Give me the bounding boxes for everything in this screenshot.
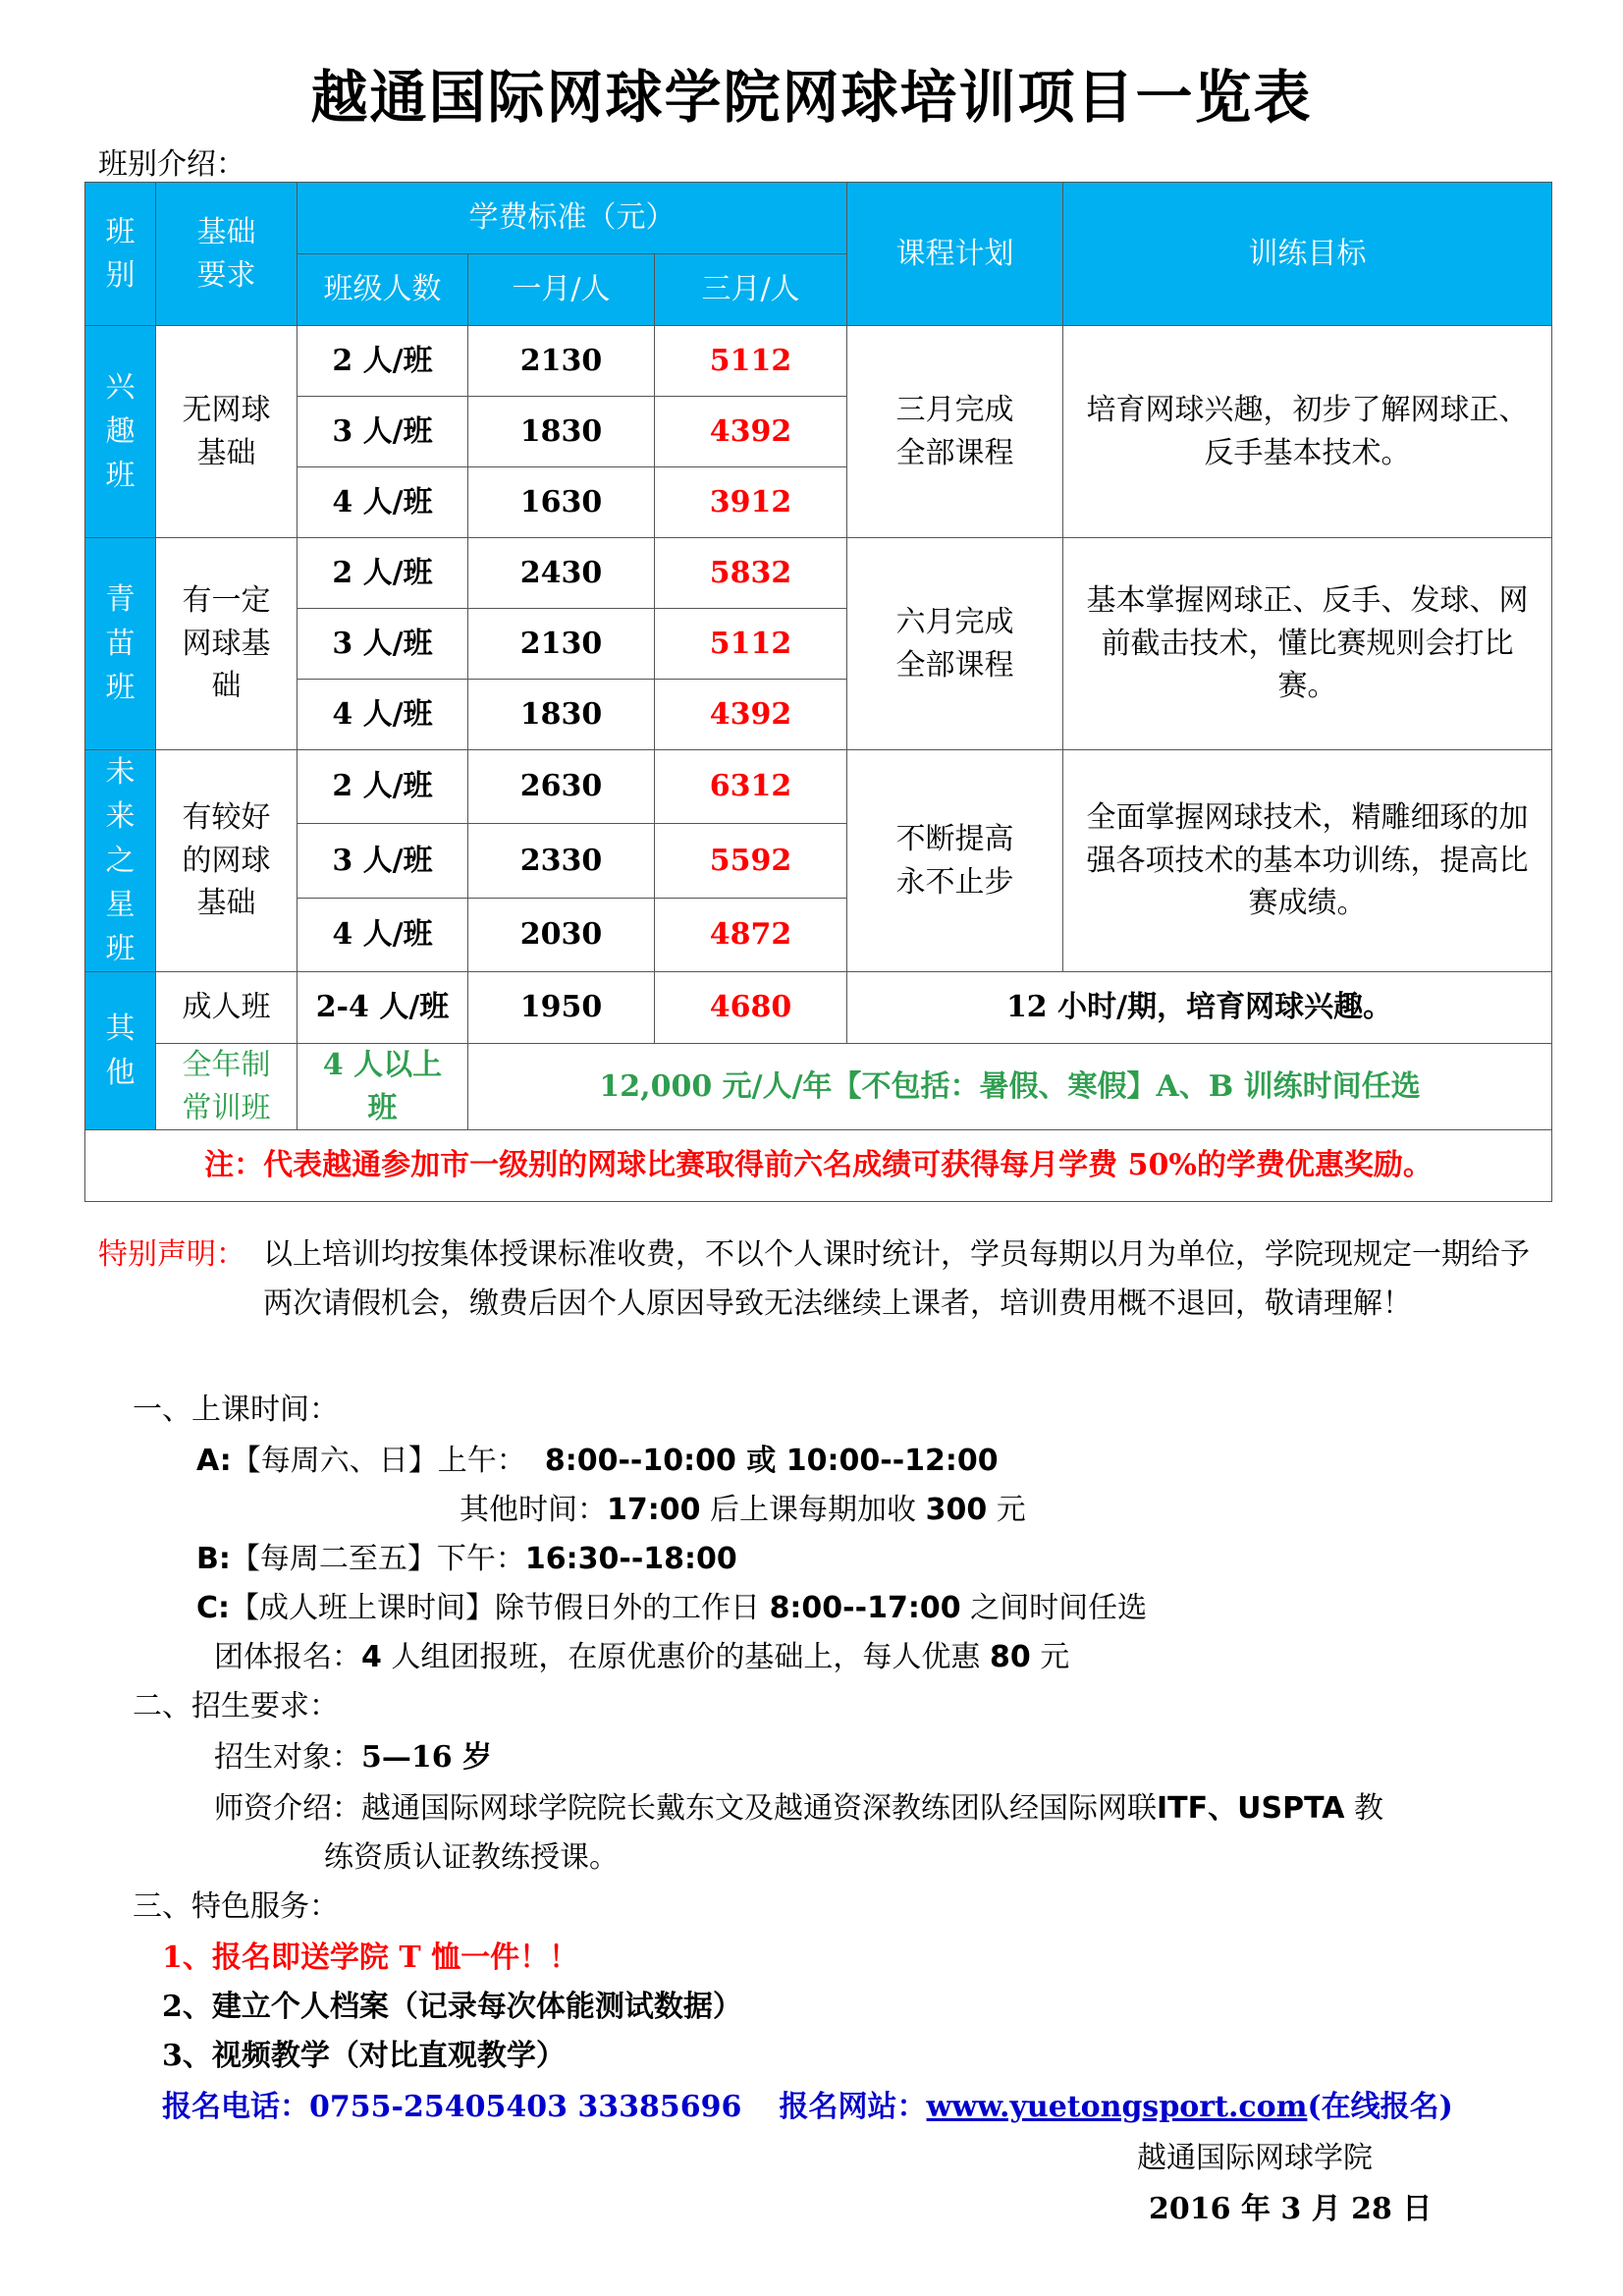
table-row	[85, 972, 1552, 1044]
fee-month1: 1830	[468, 680, 655, 750]
contact-site-suffix: (在线报名)	[1307, 2090, 1453, 2124]
fee-month1: 1950	[468, 972, 655, 1044]
class-name: 未 来 之 星 班	[85, 750, 156, 972]
class-size: 2 人/班	[298, 750, 468, 824]
contact-line	[162, 2082, 1453, 2125]
class-size: 4 人以上 班	[298, 1044, 468, 1130]
course-plan: 六月完成 全部课程	[847, 538, 1063, 750]
fee-month1: 2130	[468, 609, 655, 680]
fee-month3: 4872	[655, 898, 847, 971]
class-size: 4 人/班	[298, 898, 468, 971]
program-table	[84, 182, 1552, 1202]
fee-month1: 2630	[468, 750, 655, 824]
fee-month3: 4680	[655, 972, 847, 1044]
class-size: 2-4 人/班	[298, 972, 468, 1044]
fee-month3: 5112	[655, 326, 847, 397]
fee-month1: 2130	[468, 326, 655, 397]
table-row	[85, 750, 1552, 824]
table-note: 注：代表越通参加市一级别的网球比赛取得前六名成绩可获得每月学费 50%的学费优惠奖励。	[85, 1130, 1552, 1202]
class-size: 3 人/班	[298, 609, 468, 680]
enroll-heading: 二、招生要求：	[133, 1689, 339, 1723]
class-name: 青 苗 班	[85, 538, 156, 750]
page-title: 越通国际网球学院网球培训项目一览表	[310, 64, 1313, 131]
contact-site-label: 报名网站：	[779, 2090, 927, 2124]
section-subtitle: 班别介绍：	[98, 147, 245, 182]
class-size: 4 人/班	[298, 680, 468, 750]
service-item: 3、视频教学（对比直观教学）	[162, 2039, 566, 2073]
class-size: 2 人/班	[298, 326, 468, 397]
class-name: 其 他	[85, 972, 156, 1130]
header-size: 班级人数	[298, 254, 468, 326]
year-description: 12,000 元/人/年【不包括：暑假、寒假】A、B 训练时间任选	[468, 1044, 1552, 1130]
class-basis: 有较好 的网球 基础	[156, 750, 298, 972]
website-link[interactable]: www.yuetongsport.com	[926, 2090, 1308, 2124]
enroll-teacher-cont: 练资质认证教练授课。	[324, 1840, 619, 1875]
class-size: 4 人/班	[298, 467, 468, 538]
fee-month1: 1830	[468, 397, 655, 467]
training-goal: 培育网球兴趣，初步了解网球正、反手基本技术。	[1063, 326, 1552, 538]
schedule-group: 团体报名：4 人组团报班，在原优惠价的基础上，每人优惠 80 元	[214, 1640, 1070, 1674]
header-basis: 基础 要求	[156, 183, 298, 326]
training-goal: 基本掌握网球正、反手、发球、网前截击技术，懂比赛规则会打比赛。	[1063, 538, 1552, 750]
declaration-text: 以上培训均按集体授课标准收费，不以个人课时统计，学员每期以月为单位，学院现规定一期给予两次请假机会，缴费后因个人原因导致无法继续上课者，培训费用概不退回，敬请理解！	[263, 1237, 1530, 1321]
fee-month1: 2330	[468, 824, 655, 898]
header-class: 班 别	[85, 183, 156, 326]
fee-month3: 4392	[655, 680, 847, 750]
fee-month3: 3912	[655, 467, 847, 538]
header-goal: 训练目标	[1063, 183, 1552, 326]
schedule-a: A:【每周六、日】上午： 8:00--10:00 或 10:00--12:00	[196, 1444, 999, 1478]
training-goal: 全面掌握网球技术，精雕细琢的加强各项技术的基本功训练，提高比赛成绩。	[1063, 750, 1552, 972]
class-name: 兴 趣 班	[85, 326, 156, 538]
special-declaration	[98, 1230, 1542, 1329]
fee-month1: 2030	[468, 898, 655, 971]
course-plan: 三月完成 全部课程	[847, 326, 1063, 538]
schedule-heading: 一、上课时间：	[133, 1393, 339, 1427]
service-item: 1、报名即送学院 T 恤一件！！	[162, 1941, 579, 1975]
course-plan: 不断提高 永不止步	[847, 750, 1063, 972]
fee-month3: 5112	[655, 609, 847, 680]
adult-description: 12 小时/期，培育网球兴趣。	[847, 972, 1552, 1044]
schedule-other: 其他时间：17:00 后上课每期加收 300 元	[460, 1493, 1026, 1527]
class-basis: 无网球 基础	[156, 326, 298, 538]
schedule-c: C:【成人班上课时间】除节假日外的工作日 8:00--17:00 之间时间任选	[196, 1591, 1148, 1625]
service-item: 2、建立个人档案（记录每次体能测试数据）	[162, 1990, 742, 2024]
fee-month3: 5832	[655, 538, 847, 609]
class-size: 3 人/班	[298, 397, 468, 467]
declaration-label: 特别声明：	[98, 1237, 245, 1272]
fee-month3: 6312	[655, 750, 847, 824]
fee-month1: 1630	[468, 467, 655, 538]
fee-month3: 4392	[655, 397, 847, 467]
services-heading: 三、特色服务：	[133, 1889, 339, 1924]
table-row	[85, 326, 1552, 397]
fee-month3: 5592	[655, 824, 847, 898]
contact-phone: 报名电话：0755-25405403 33385696	[162, 2090, 742, 2124]
table-row	[85, 538, 1552, 609]
header-fee: 学费标准（元）	[298, 183, 847, 254]
class-basis: 有一定 网球基 础	[156, 538, 298, 750]
class-size: 2 人/班	[298, 538, 468, 609]
class-basis: 全年制 常训班	[156, 1044, 298, 1130]
header-month1: 一月/人	[468, 254, 655, 326]
signature-date: 2016 年 3 月 28 日	[1149, 2192, 1433, 2226]
header-plan: 课程计划	[847, 183, 1063, 326]
enroll-target: 招生对象：5—16 岁	[214, 1740, 493, 1775]
table-row	[85, 1044, 1552, 1130]
schedule-b: B:【每周二至五】下午：16:30--18:00	[196, 1542, 737, 1576]
enroll-teacher: 师资介绍：越通国际网球学院院长戴东文及越通资深教练团队经国际网联ITF、USPTA 教	[214, 1791, 1383, 1826]
fee-month1: 2430	[468, 538, 655, 609]
class-basis: 成人班	[156, 972, 298, 1044]
signature-org: 越通国际网球学院	[1137, 2141, 1373, 2175]
class-size: 3 人/班	[298, 824, 468, 898]
header-month3: 三月/人	[655, 254, 847, 326]
